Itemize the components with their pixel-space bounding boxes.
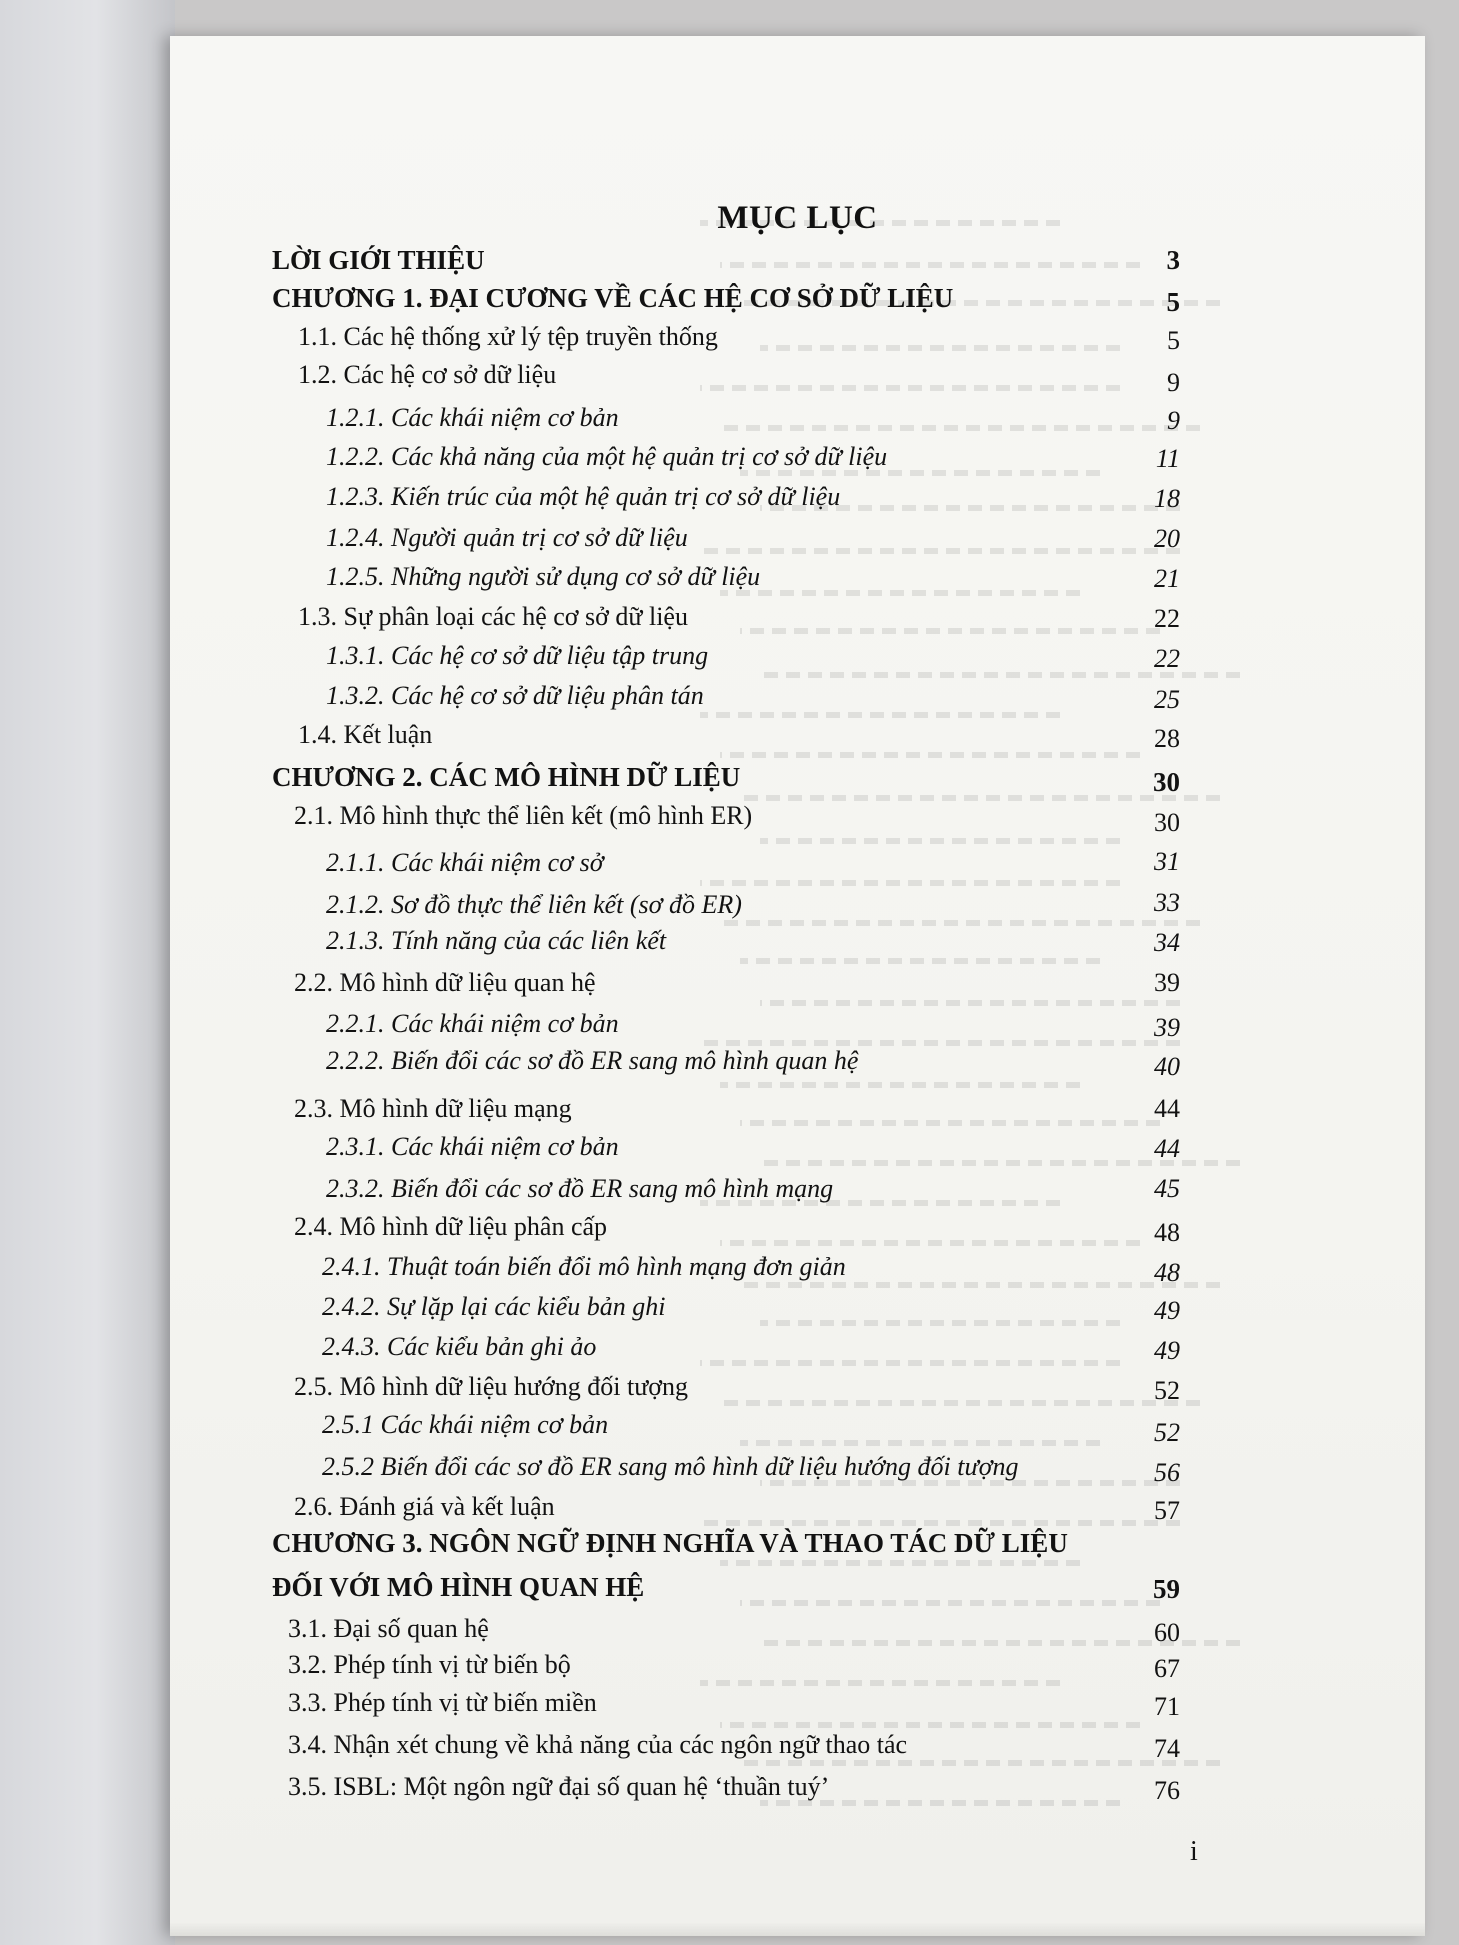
toc-entry-title: 2.1. Mô hình thực thể liên kết (mô hình ER) bbox=[294, 801, 753, 830]
toc-entry-title: CHƯƠNG 1. ĐẠI CƯƠNG VỀ CÁC HỆ CƠ SỞ DỮ LIỆU bbox=[272, 283, 954, 313]
toc-entry-page: 60 bbox=[1154, 1618, 1180, 1647]
toc-entry-title: 3.4. Nhận xét chung về khả năng của các ngôn ngữ thao tác bbox=[288, 1730, 908, 1759]
toc-entry-title: 2.1.1. Các khái niệm cơ sở bbox=[326, 848, 604, 877]
toc-entry-page: 48 bbox=[1154, 1258, 1180, 1287]
toc-entry-title: 2.5.1 Các khái niệm cơ bản bbox=[322, 1410, 609, 1439]
toc-entry-title: 3.1. Đại số quan hệ bbox=[288, 1614, 489, 1643]
toc-entry-page: 34 bbox=[1154, 928, 1180, 957]
toc-entry-page: 45 bbox=[1154, 1174, 1180, 1203]
toc-entry-title: 3.5. ISBL: Một ngôn ngữ đại số quan hệ ‘thuần tuý’ bbox=[288, 1772, 830, 1801]
toc-entry-page: 28 bbox=[1154, 724, 1180, 753]
toc-entry-page: 52 bbox=[1154, 1418, 1180, 1447]
toc-entry-page: 31 bbox=[1154, 847, 1180, 876]
toc-entry-page: 40 bbox=[1154, 1052, 1180, 1081]
adjacent-page bbox=[0, 0, 175, 1945]
toc-entry-title: 3.3. Phép tính vị từ biến miền bbox=[288, 1688, 597, 1717]
toc-entry-title: LỜI GIỚI THIỆU bbox=[272, 245, 485, 275]
toc-entry-page: 39 bbox=[1154, 1013, 1180, 1042]
page-title: MỤC LỤC bbox=[717, 200, 878, 236]
toc-entry-page: 21 bbox=[1154, 564, 1180, 593]
toc-entry-title: 1.3.2. Các hệ cơ sở dữ liệu phân tán bbox=[326, 681, 704, 710]
toc-entry-page: 49 bbox=[1154, 1336, 1180, 1365]
toc-entry-page: 33 bbox=[1154, 888, 1180, 917]
toc-entry-title: 2.1.2. Sơ đồ thực thể liên kết (sơ đồ ER) bbox=[326, 890, 742, 919]
toc-entry-page: 9 bbox=[1167, 368, 1180, 397]
toc-entry-page: 44 bbox=[1154, 1134, 1180, 1163]
toc-entry-page: 59 bbox=[1153, 1574, 1180, 1604]
toc-entry-page: 57 bbox=[1154, 1496, 1180, 1525]
toc-entry-title: 2.3.1. Các khái niệm cơ bản bbox=[326, 1132, 619, 1161]
toc-entry-title: 2.4.1. Thuật toán biến đổi mô hình mạng đơn giản bbox=[322, 1252, 846, 1281]
toc-entry-page: 48 bbox=[1154, 1218, 1180, 1247]
toc-entry-page: 3 bbox=[1166, 245, 1180, 275]
toc-entry-title: 2.4. Mô hình dữ liệu phân cấp bbox=[294, 1212, 608, 1241]
toc-entry-title: 1.3. Sự phân loại các hệ cơ sở dữ liệu bbox=[298, 602, 688, 631]
toc-entry-page: 71 bbox=[1154, 1692, 1180, 1721]
toc-entry-title: 1.2.5. Những người sử dụng cơ sở dữ liệu bbox=[326, 562, 761, 591]
toc-entry-title: 1.2.3. Kiến trúc của một hệ quản trị cơ sở dữ liệu bbox=[326, 482, 841, 511]
toc-entry-title: CHƯƠNG 3. NGÔN NGỮ ĐỊNH NGHĨA VÀ THAO TÁC DỮ LIỆU bbox=[272, 1528, 1068, 1558]
toc-entry-title: 2.1.3. Tính năng của các liên kết bbox=[326, 926, 667, 955]
toc-entry-title: 1.2.4. Người quản trị cơ sở dữ liệu bbox=[326, 523, 688, 552]
toc-entry-page: 18 bbox=[1154, 484, 1180, 513]
toc-entry-title: ĐỐI VỚI MÔ HÌNH QUAN HỆ bbox=[272, 1572, 645, 1602]
toc-entry-page: 44 bbox=[1154, 1094, 1180, 1123]
toc-entry-title: 2.5. Mô hình dữ liệu hướng đối tượng bbox=[294, 1372, 689, 1401]
toc-entry-page: 5 bbox=[1166, 287, 1180, 317]
toc-entry-title: 1.3.1. Các hệ cơ sở dữ liệu tập trung bbox=[326, 641, 709, 670]
toc-entry-page: 22 bbox=[1154, 644, 1180, 673]
toc-entry-page: 5 bbox=[1167, 326, 1180, 355]
toc-entry-page: 20 bbox=[1154, 524, 1180, 553]
toc-entry-title: 2.4.3. Các kiểu bản ghi ảo bbox=[322, 1332, 597, 1361]
toc-entry-page: 76 bbox=[1154, 1776, 1180, 1805]
toc-entry-page: 52 bbox=[1154, 1376, 1180, 1405]
toc-entry-page: 25 bbox=[1154, 685, 1180, 714]
toc-entry-title: 2.3.2. Biến đổi các sơ đồ ER sang mô hình mạng bbox=[326, 1174, 834, 1203]
toc-entry-page: 67 bbox=[1154, 1654, 1180, 1683]
toc-entry-title: 2.5.2 Biến đổi các sơ đồ ER sang mô hình dữ liệu hướng đối tượng bbox=[322, 1452, 1019, 1481]
toc-entry-title: CHƯƠNG 2. CÁC MÔ HÌNH DỮ LIỆU bbox=[272, 762, 741, 792]
toc-entry-title: 3.2. Phép tính vị từ biến bộ bbox=[288, 1650, 571, 1679]
toc-entry-title: 2.4.2. Sự lặp lại các kiểu bản ghi bbox=[322, 1292, 666, 1321]
toc-entry-page: 9 bbox=[1167, 406, 1180, 435]
toc-entry-page: 56 bbox=[1154, 1458, 1180, 1487]
toc-entry-page: 22 bbox=[1154, 604, 1180, 633]
toc-entry-title: 1.2. Các hệ cơ sở dữ liệu bbox=[298, 360, 557, 389]
toc-entry-title: 2.2.2. Biến đổi các sơ đồ ER sang mô hình quan hệ bbox=[326, 1046, 859, 1075]
toc-entry-title: 2.6. Đánh giá và kết luận bbox=[294, 1492, 555, 1521]
toc-entry-title: 1.2.2. Các khả năng của một hệ quản trị cơ sở dữ liệu bbox=[326, 442, 888, 471]
page-number: i bbox=[1190, 1836, 1198, 1867]
toc-entry-page: 30 bbox=[1153, 767, 1180, 797]
toc-entry-page: 74 bbox=[1154, 1734, 1180, 1763]
toc-entry-title: 2.3. Mô hình dữ liệu mạng bbox=[294, 1094, 572, 1123]
toc-entry-title: 2.2.1. Các khái niệm cơ bản bbox=[326, 1009, 619, 1038]
toc-entry-title: 1.1. Các hệ thống xử lý tệp truyền thống bbox=[298, 322, 718, 351]
toc-entry-title: 2.2. Mô hình dữ liệu quan hệ bbox=[294, 968, 596, 997]
toc-entry-page: 49 bbox=[1154, 1296, 1180, 1325]
toc-entry-title: 1.2.1. Các khái niệm cơ bản bbox=[326, 403, 619, 432]
toc-entry-page: 11 bbox=[1155, 444, 1180, 473]
toc-entry-page: 39 bbox=[1154, 968, 1180, 997]
toc-entry-title: 1.4. Kết luận bbox=[298, 720, 433, 749]
toc-entry-page: 30 bbox=[1154, 808, 1180, 837]
